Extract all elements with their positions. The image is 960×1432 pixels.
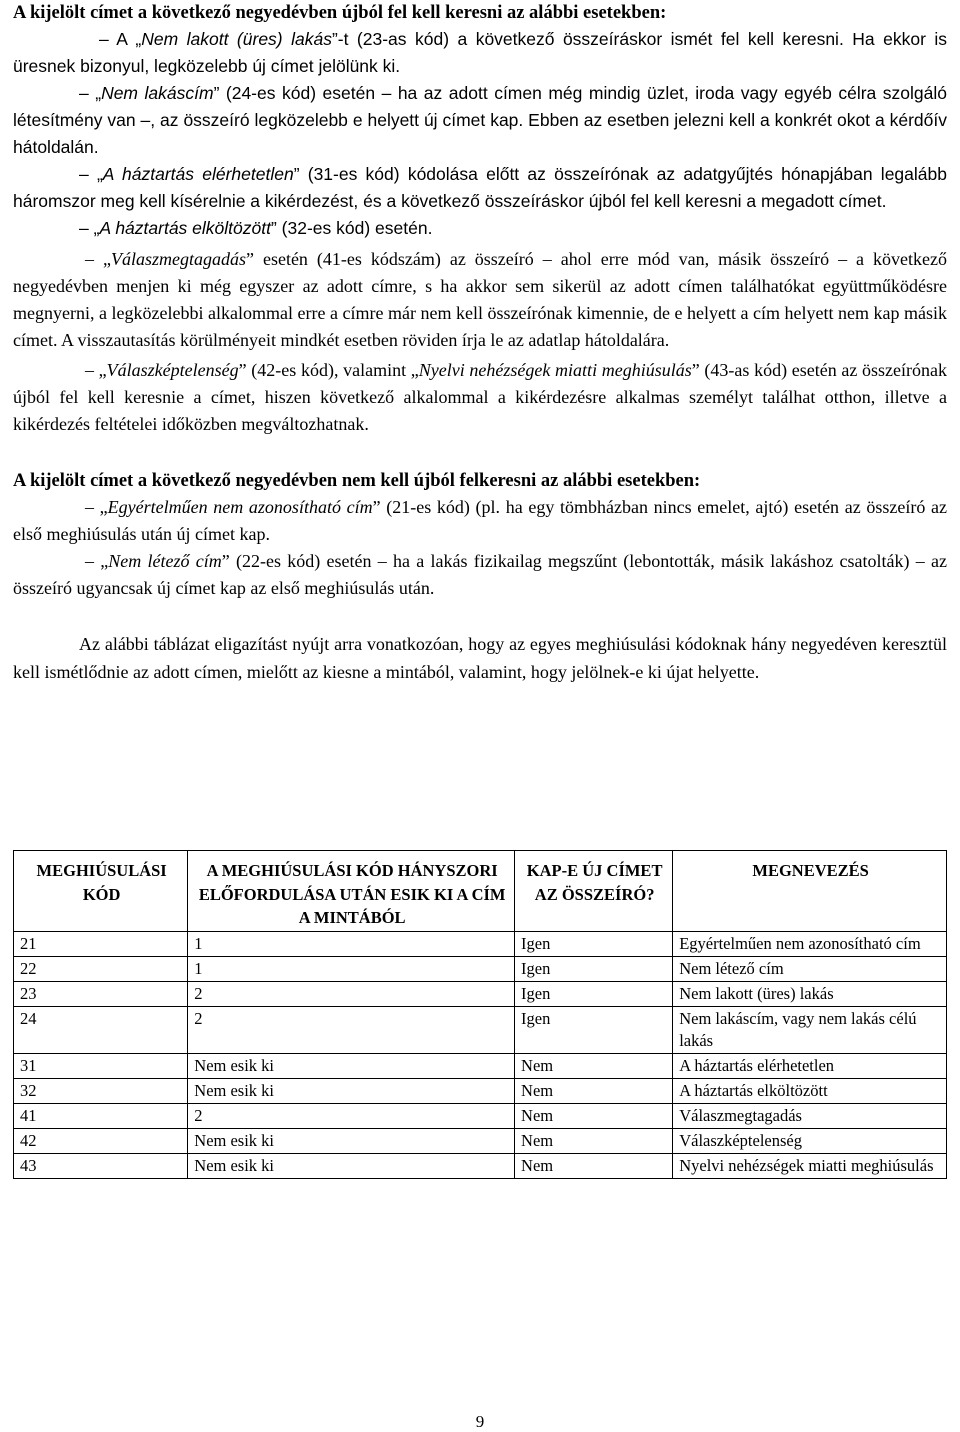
cell-occurrence: 2 xyxy=(188,1006,515,1053)
cell-code: 24 xyxy=(14,1006,188,1053)
para3-term: A háztartás elérhetetlen xyxy=(102,164,294,184)
paragraph-elkoltozott xyxy=(13,215,947,242)
cell-code: 22 xyxy=(14,956,188,981)
para1-term: Nem lakott (üres) lakás xyxy=(141,29,332,49)
cell-occurrence: 1 xyxy=(188,956,515,981)
para7-text: ” (21-es kód) (pl. ha egy tömbházban nincs emelet, ajtó) esetén az összeíró az első meghiúsulás után új címet kap. xyxy=(13,497,947,544)
section-heading-no-refetch: A kijelölt címet a következő negyedévben nem kell újból felkeresni az alábbi esetekben: xyxy=(13,471,701,491)
paragraph-nem-lakascim xyxy=(13,80,947,161)
cell-occurrence: Nem esik ki xyxy=(188,1153,515,1178)
table-row xyxy=(14,1128,947,1153)
paragraph-elerhetetlen xyxy=(13,161,947,215)
para4-prefix: – „ xyxy=(79,218,100,238)
section-heading-refetch: A kijelölt címet a következő negyedévben újból fel kell keresni az alábbi esetekben: xyxy=(13,3,667,23)
document-page xyxy=(13,0,948,1175)
table-row xyxy=(14,1053,947,1078)
cell-new-address: Igen xyxy=(515,981,673,1006)
para7-prefix: – „ xyxy=(85,497,108,517)
para5-text: ” esetén (41-es kódszám) az összeíró – ahol erre mód van, másik összeíró – a következő negyedévben menjen ki még egyszer az adott címre, s ha akkor sem sikerül az adott címen találhatókat együttműködésre megnyerni, a legközelebbi alkalommal erre a címre már nem kell összeírónak kimennie, de e helyett a cím helyett nem kap másik címet. A visszautasítás körülményeit mindkét esetben röviden írja le az adatlap hátoldalára. xyxy=(13,249,947,350)
cell-new-address: Nem xyxy=(515,1153,673,1178)
paragraph-table-intro: Az alábbi táblázat eligazítást nyújt arra vonatkozóan, hogy az egyes meghiúsulási kódoknak hány negyedéven keresztül kell ismétlődnie az adott címen, mielőtt az kiesne a mintából, valamint, hogy jelölnek-e ki újat helyette. xyxy=(13,634,947,682)
table-header-row xyxy=(14,851,947,932)
para4-text: ” (32-es kód) esetén. xyxy=(270,218,433,238)
cell-occurrence: 1 xyxy=(188,931,515,956)
cell-name: A háztartás elérhetetlen xyxy=(673,1053,947,1078)
para1-text: ”-t (23-as kód) a következő összeíráskor ismét fel kell keresni. Ha ekkor is üresnek bizonyul, legközelebb új címet jelölünk ki. xyxy=(13,29,947,76)
paragraph-valaszmegtagadas xyxy=(13,246,947,354)
para2-prefix: – „ xyxy=(79,83,102,103)
cell-name: Nem lakott (üres) lakás xyxy=(673,981,947,1006)
cell-code: 41 xyxy=(14,1103,188,1128)
para6-term2: Nyelvi nehézségek miatti meghiúsulás xyxy=(418,360,692,380)
para6-mid: ” (42-es kód), valamint „ xyxy=(238,360,419,380)
table-row xyxy=(14,1078,947,1103)
header-new-address: KAP-E ÚJ CÍMET AZ ÖSSZEÍRÓ? xyxy=(515,851,673,932)
table-row xyxy=(14,1006,947,1053)
cell-code: 31 xyxy=(14,1053,188,1078)
para4-term: A háztartás elköltözött xyxy=(99,218,271,238)
cell-new-address: Igen xyxy=(515,931,673,956)
table-row xyxy=(14,931,947,956)
para3-text: ” (31-es kód) kódolása előtt az összeírónak az adatgyűjtés hónapjában legalább háromszor meg kell kísérelnie a kikérdezést, és a következő összeíráskor újból fel kell keresni a megadott címet. xyxy=(13,164,947,211)
page-number: 9 xyxy=(475,1412,485,1431)
cell-code: 21 xyxy=(14,931,188,956)
cell-occurrence: Nem esik ki xyxy=(188,1128,515,1153)
para5-prefix: – „ xyxy=(85,249,111,269)
cell-name: Nyelvi nehézségek miatti meghiúsulás xyxy=(673,1153,947,1178)
cell-name: Nem lakáscím, vagy nem lakás célú lakás xyxy=(673,1006,947,1053)
header-name: MEGNEVEZÉS xyxy=(673,851,947,932)
cell-code: 23 xyxy=(14,981,188,1006)
cell-code: 43 xyxy=(14,1153,188,1178)
para3-prefix: – „ xyxy=(79,164,103,184)
cell-new-address: Nem xyxy=(515,1103,673,1128)
para7-term: Egyértelműen nem azonosítható cím xyxy=(107,497,373,517)
cell-name: Válaszmegtagadás xyxy=(673,1103,947,1128)
para8-term: Nem létező cím xyxy=(108,551,222,571)
cell-name: Egyértelműen nem azonosítható cím xyxy=(673,931,947,956)
cell-occurrence: 2 xyxy=(188,1103,515,1128)
para6-term1: Válaszképtelenség xyxy=(106,360,239,380)
para8-prefix: – „ xyxy=(85,551,109,571)
paragraph-nem-lakott xyxy=(13,26,947,80)
cell-name: Nem létező cím xyxy=(673,956,947,981)
para6-prefix: – „ xyxy=(85,360,107,380)
failure-code-table xyxy=(13,850,947,1179)
table-row xyxy=(14,956,947,981)
header-occurrence: A MEGHIÚSULÁSI KÓD HÁNYSZORI ELŐFORDULÁSA UTÁN ESIK KI A CÍM A MINTÁBÓL xyxy=(188,851,515,932)
paragraph-egyertelmuen xyxy=(13,494,947,548)
table-row xyxy=(14,1153,947,1178)
cell-new-address: Igen xyxy=(515,956,673,981)
para8-text: ” (22-es kód) esetén – ha a lakás fizikailag megszűnt (lebontották, másik lakáshoz csatolták) – az összeíró ugyancsak új címet kap az első meghiúsulás után. xyxy=(13,551,947,598)
cell-new-address: Nem xyxy=(515,1053,673,1078)
header-code: MEGHIÚSULÁSI KÓD xyxy=(14,851,188,932)
table-row xyxy=(14,1103,947,1128)
paragraph-nem-letezo xyxy=(13,548,947,602)
para2-text: ” (24-es kód) esetén – ha az adott címen még mindig üzlet, iroda vagy egyéb célra szolgáló létesítmény van –, az összeíró legközelebb e helyett új címet kap. Ebben az esetben jelezni kell a konkrét okot a kérdőív hátoldalán. xyxy=(13,83,947,157)
cell-occurrence: Nem esik ki xyxy=(188,1053,515,1078)
cell-code: 42 xyxy=(14,1128,188,1153)
table-row xyxy=(14,981,947,1006)
para6-text: ” (43-as kód) esetén az összeírónak újból fel kell keresnie a címet, hiszen következő alkalommal a kikérdezésre alkalmas személyt találhat otthon, illetve a kikérdezés feltételei időközben megváltozhatnak. xyxy=(13,360,948,434)
cell-name: Válaszképtelenség xyxy=(673,1128,947,1153)
cell-occurrence: 2 xyxy=(188,981,515,1006)
cell-new-address: Igen xyxy=(515,1006,673,1053)
cell-new-address: Nem xyxy=(515,1128,673,1153)
paragraph-valaszkeptelenseg xyxy=(13,357,947,438)
cell-new-address: Nem xyxy=(515,1078,673,1103)
cell-occurrence: Nem esik ki xyxy=(188,1078,515,1103)
para2-term: Nem lakáscím xyxy=(101,83,214,103)
cell-name: A háztartás elköltözött xyxy=(673,1078,947,1103)
para1-prefix: – A „ xyxy=(99,29,142,49)
para5-term: Válaszmegtagadás xyxy=(110,249,246,269)
cell-code: 32 xyxy=(14,1078,188,1103)
